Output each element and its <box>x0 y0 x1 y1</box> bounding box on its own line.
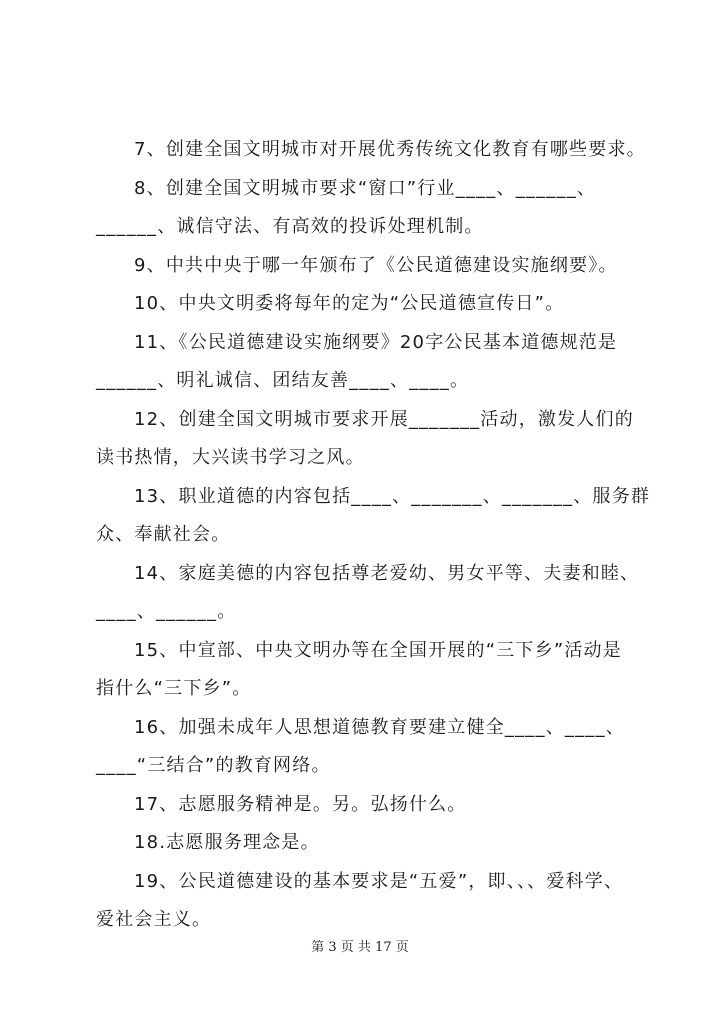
paragraph-line: 15、中宣部、中央文明办等在全国开展的“三下乡”活动是 <box>134 639 622 661</box>
paragraph-continuation-line: ______、诚信守法、有高效的投诉处理机制。 <box>96 216 484 237</box>
paragraph-line: 11、《公民道德建设实施纲要》20字公民基本道德规范是 <box>134 331 618 353</box>
paragraph-line: 7、创建全国文明城市对开展优秀传统文化教育有哪些要求。 <box>134 139 646 160</box>
paragraph-continuation-line: ____、______。 <box>96 601 237 622</box>
paragraph-line: 19、公民道德建设的基本要求是“五爱”，即、、、爱科学、 <box>134 870 624 892</box>
paragraph-continuation-line: ____“三结合”的教育网络。 <box>96 755 331 776</box>
paragraph-continuation-line: 众、奉献社会。 <box>96 524 231 545</box>
paragraph-line: 8、创建全国文明城市要求“窗口”行业____、______、 <box>134 177 597 199</box>
paragraph-line: 18.志愿服务理念是。 <box>134 832 320 853</box>
paragraph-continuation-line: ______、明礼诚信、团结友善____、____。 <box>96 370 470 391</box>
document-body <box>96 131 651 940</box>
paragraph-line: 12、创建全国文明城市要求开展_______活动，激发人们的 <box>134 408 634 430</box>
paragraph-line: 10、中央文明委将每年的定为“公民道德宣传日”。 <box>134 293 565 314</box>
paragraph-continuation-line: 读书热情，大兴读书学习之风。 <box>96 447 365 468</box>
page-footer: 第 3 页 共 17 页 <box>311 940 409 955</box>
paragraph-line: 16、加强未成年人思想道德教育要建立健全____、____、 <box>134 716 625 738</box>
paragraph-continuation-line: 指什么“三下乡”。 <box>96 678 252 699</box>
paragraph-line: 9、中共中央于哪一年颁布了《公民道德建设实施纲要》。 <box>134 254 618 276</box>
paragraph-line: 17、志愿服务精神是。另。弘扬什么。 <box>134 793 467 815</box>
paragraph-continuation-line: 爱社会主义。 <box>96 909 212 930</box>
paragraph-line: 14、家庭美德的内容包括尊老爱幼、男女平等、夫妻和睦、 <box>134 562 640 584</box>
paragraph-line: 13、职业道德的内容包括____、_______、_______、服务群 <box>134 485 651 507</box>
